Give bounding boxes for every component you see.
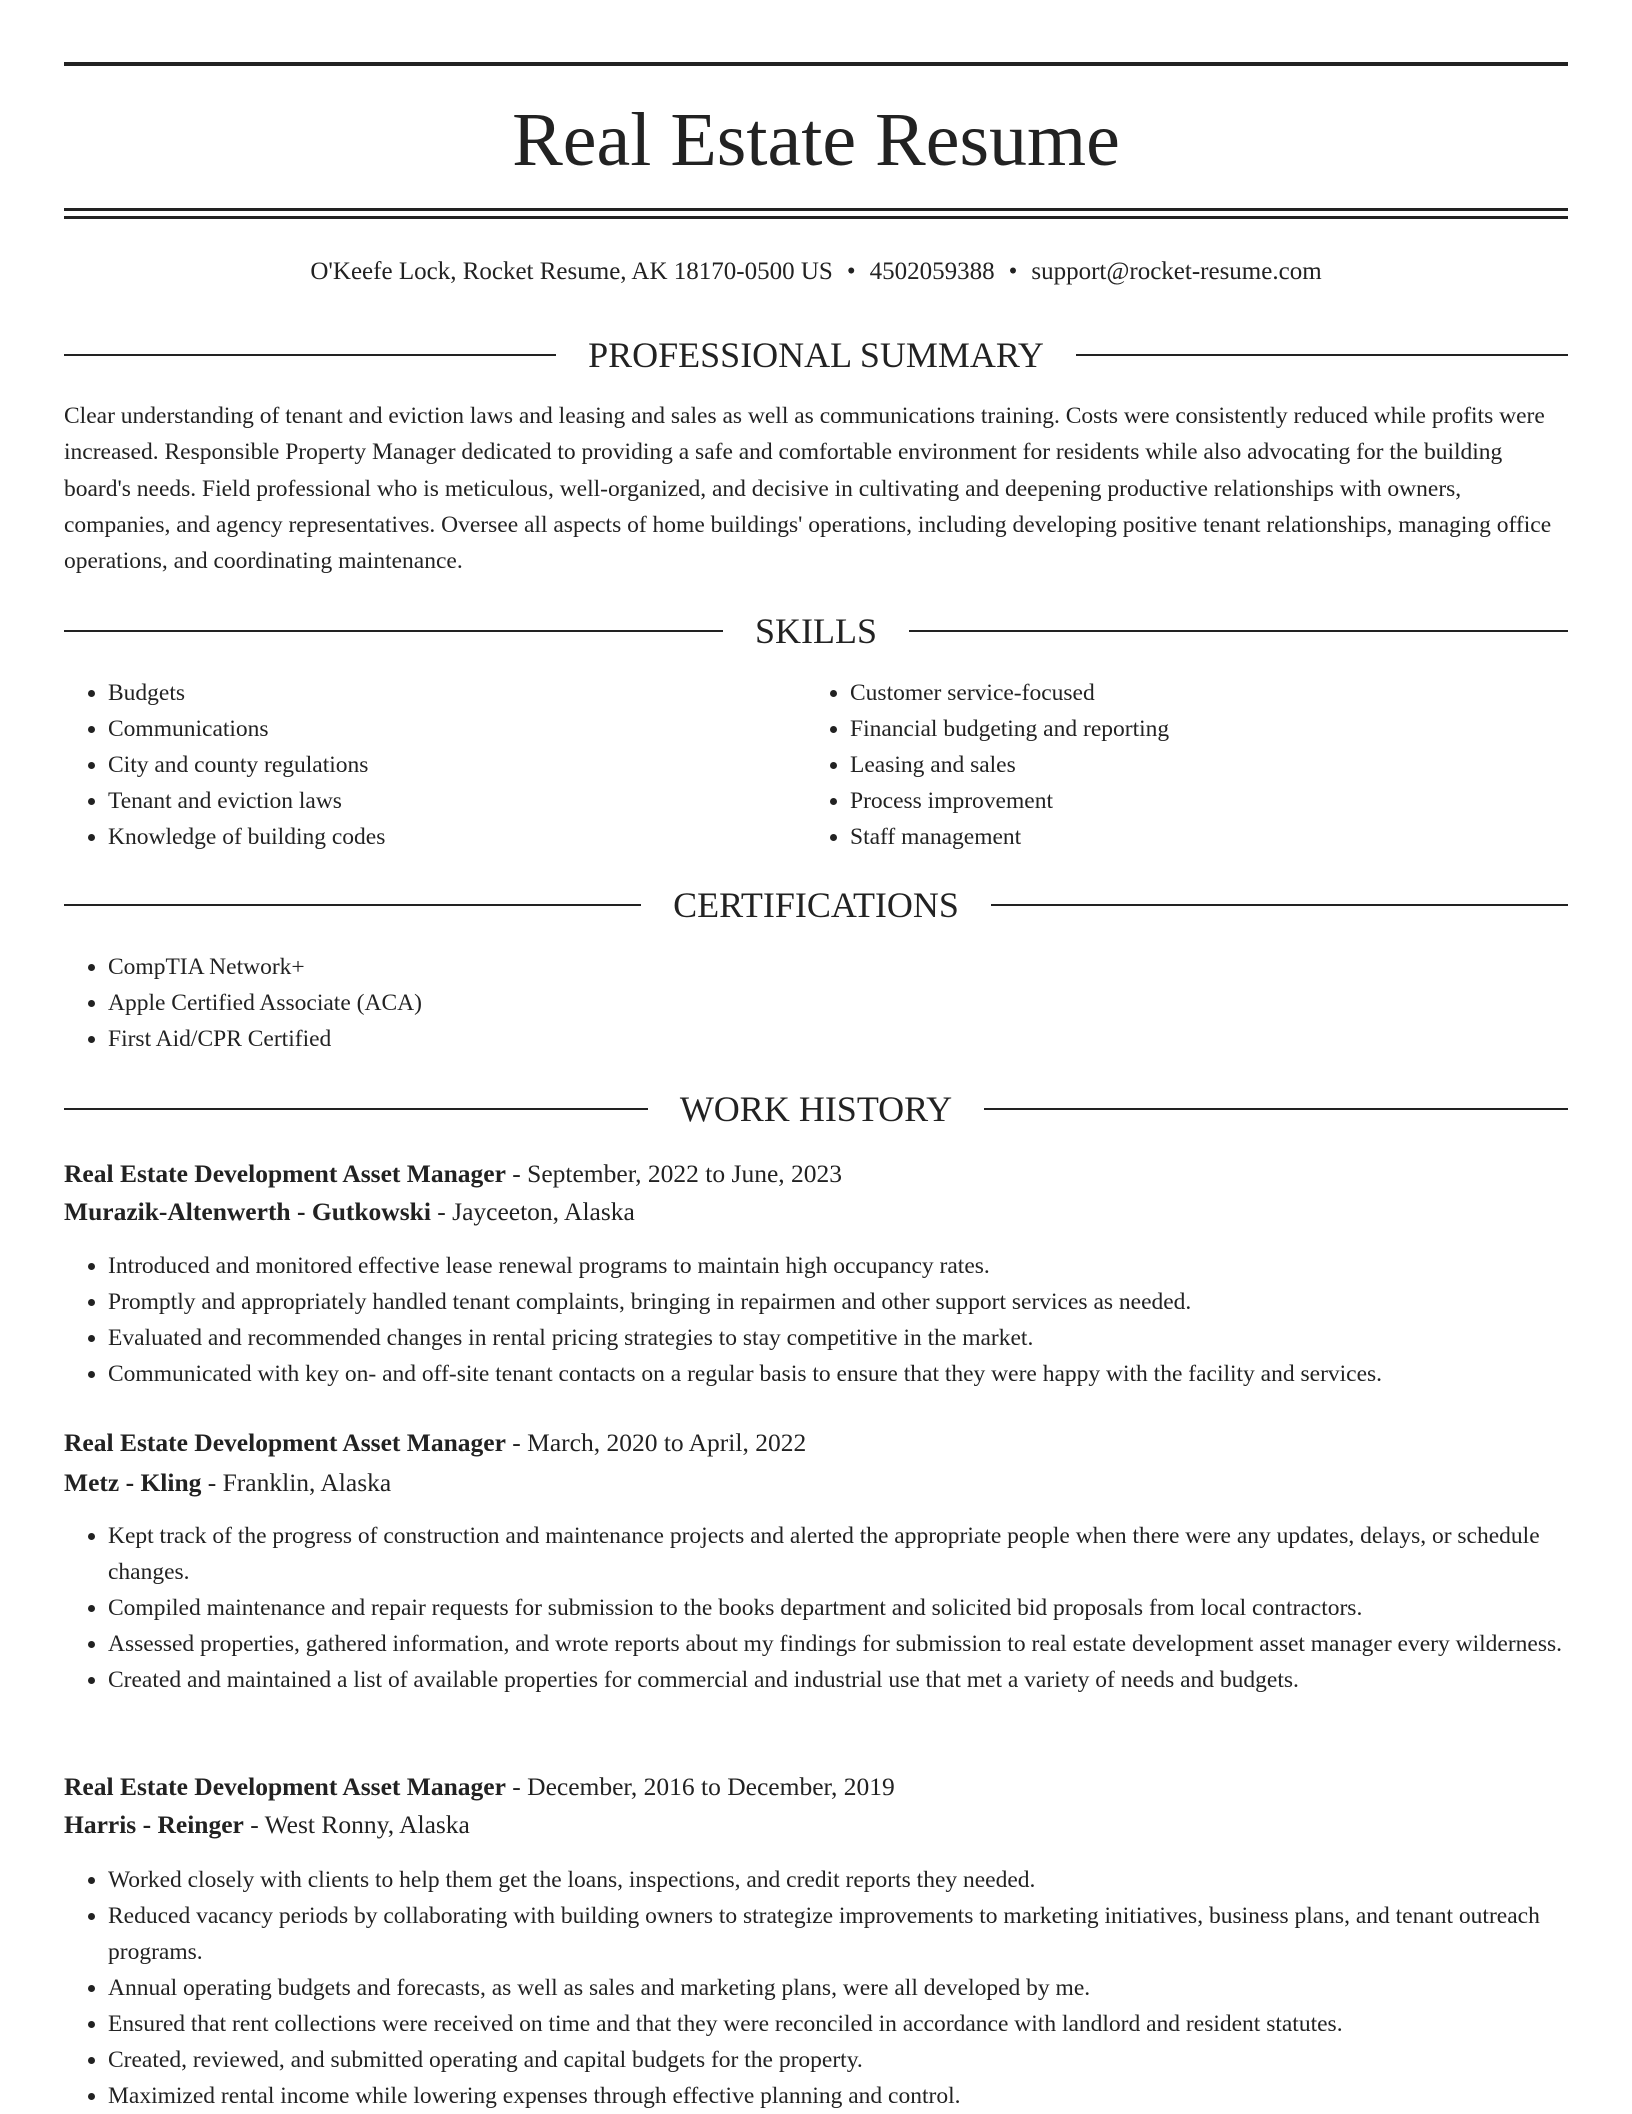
section-heading-certifications [64,883,1568,927]
job-title: Real Estate Development Asset Manager [64,1772,506,1801]
page-title: Real Estate Resume [512,98,1120,182]
certifications-list [64,949,1568,1057]
job-title: Real Estate Development Asset Manager [64,1428,506,1457]
job-bullet: • Communicated with key on- and off-site tenant contacts on a regular basis to ensure that they were happy with the facility and services. [108,1356,1568,1392]
title-rule-upper [64,208,1568,211]
certification-item: • First Aid/CPR Certified [108,1021,1568,1057]
contact-address: O'Keefe Lock, Rocket Resume, AK 18170-0500 US [310,258,833,285]
job-location: West Ronny, Alaska [264,1810,470,1839]
divider [64,904,641,906]
section-title: SKILLS [755,611,878,651]
contact-phone: 4502059388 [869,258,995,285]
divider [64,1108,648,1110]
top-rule [64,62,1568,66]
divider [909,630,1568,632]
skill-item: • Communications [108,711,808,747]
job-bullet: • Worked closely with clients to help them get the loans, inspections, and credit reports they needed. [108,1862,1568,1898]
summary-text: Clear understanding of tenant and eviction laws and leasing and sales as well as communications training. Costs were consistently reduced while profits were increased. Responsible Property Manager dedicated to providing a safe and comfortable environment for residents while also advocating for the building board's needs. Field professional who is meticulous, well-organized, and decisive in cultivating and deepening productive relationships with owners, companies, and agency representatives. Oversee all aspects of home buildings' operations, including developing positive tenant relationships, managing office operations, and coordinating maintenance. [64,403,1552,575]
skill-item: • Leasing and sales [850,747,1550,783]
job-bullet: • Ensured that rent collections were received on time and that they were reconciled in accordance with landlord and resident statutes. [108,2006,1568,2042]
job-bullets [64,1248,1568,1392]
job-bullet: • Reduced vacancy periods by collaborating with building owners to strategize improvements to marketing initiatives, business plans, and tenant outreach programs. [108,1898,1568,1970]
job-bullet: • Kept track of the progress of construction and maintenance projects and alerted the appropriate people when there were any updates, delays, or schedule changes. [108,1518,1568,1590]
job-dates: March, 2020 to April, 2022 [527,1428,807,1457]
section-title: PROFESSIONAL SUMMARY [588,335,1044,375]
certification-item: • CompTIA Network+ [108,949,1568,985]
job-dates: September, 2022 to June, 2023 [527,1159,843,1188]
contact-email: support@rocket-resume.com [1031,258,1322,285]
contact-separator: • [846,258,856,285]
job-company-line: Murazik-Altenwerth - Gutkowski - Jayceeton, Alaska [64,1197,635,1226]
job-title-line: Real Estate Development Asset Manager - December, 2016 to December, 2019 [64,1772,895,1801]
job-company-line: Metz - Kling - Franklin, Alaska [64,1468,392,1497]
job-company: Murazik-Altenwerth - Gutkowski [64,1197,431,1226]
job-bullets [64,1518,1568,1698]
divider [991,904,1568,906]
skill-item: • Budgets [108,675,808,711]
job-location: Jayceeton, Alaska [452,1197,635,1226]
job-location: Franklin, Alaska [222,1468,392,1497]
job-bullet: • Annual operating budgets and forecasts, as well as sales and marketing plans, were all developed by me. [108,1970,1568,2006]
section-heading-skills [64,609,1568,653]
section-heading-work-history [64,1087,1568,1131]
job-title-line: Real Estate Development Asset Manager - March, 2020 to April, 2022 [64,1428,807,1457]
job-title-line: Real Estate Development Asset Manager - September, 2022 to June, 2023 [64,1159,843,1188]
job-bullet: • Maximized rental income while lowering expenses through effective planning and control. [108,2078,1568,2114]
divider [1076,354,1568,356]
skill-item: • Process improvement [850,783,1550,819]
job-company: Metz - Kling [64,1468,202,1497]
divider [64,630,723,632]
job-company-line: Harris - Reinger - West Ronny, Alaska [64,1810,470,1839]
skills-list-left [64,675,808,855]
job-bullet: • Created, reviewed, and submitted operating and capital budgets for the property. [108,2042,1568,2078]
title-rule-lower [64,216,1568,219]
contact-line [64,254,1568,290]
skill-item: • Knowledge of building codes [108,819,808,855]
section-title: CERTIFICATIONS [673,885,959,925]
skills-list-right [806,675,1550,855]
certification-item: • Apple Certified Associate (ACA) [108,985,1568,1021]
job-bullet: • Promptly and appropriately handled tenant complaints, bringing in repairmen and other support services as needed. [108,1284,1568,1320]
job-bullet: • Created and maintained a list of available properties for commercial and industrial use that met a variety of needs and budgets. [108,1662,1568,1698]
job-bullet: • Assessed properties, gathered information, and wrote reports about my findings for submission to real estate development asset manager every wilderness. [108,1626,1568,1662]
divider [64,354,556,356]
job-dates: December, 2016 to December, 2019 [527,1772,895,1801]
job-bullet: • Introduced and monitored effective lease renewal programs to maintain high occupancy rates. [108,1248,1568,1284]
job-company: Harris - Reinger [64,1810,244,1839]
job-bullets [64,1862,1568,2114]
job-bullet: • Evaluated and recommended changes in rental pricing strategies to stay competitive in the market. [108,1320,1568,1356]
skill-item: • City and county regulations [108,747,808,783]
skill-item: • Financial budgeting and reporting [850,711,1550,747]
skill-item: • Customer service-focused [850,675,1550,711]
job-bullet: • Compiled maintenance and repair requests for submission to the books department and solicited bid proposals from local contractors. [108,1590,1568,1626]
job-title: Real Estate Development Asset Manager [64,1159,506,1188]
skill-item: • Tenant and eviction laws [108,783,808,819]
skill-item: • Staff management [850,819,1550,855]
divider [984,1108,1568,1110]
section-heading-summary [64,333,1568,377]
contact-separator: • [1008,258,1018,285]
section-title: WORK HISTORY [679,1089,953,1129]
